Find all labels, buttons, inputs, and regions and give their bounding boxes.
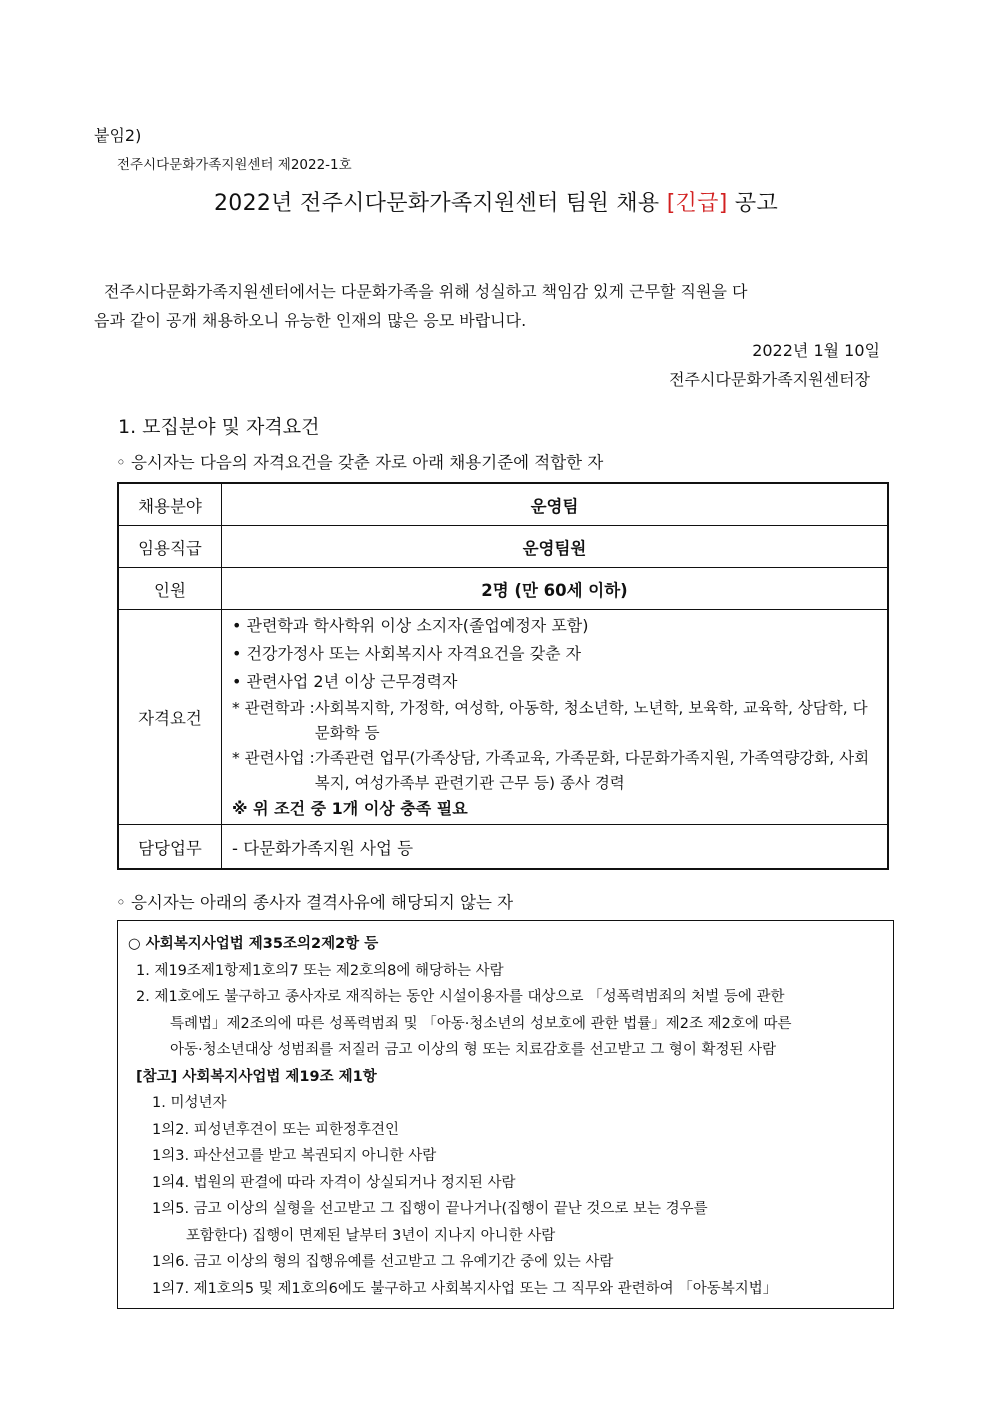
duty-value: - 다문화가족지원 사업 등	[222, 825, 889, 870]
reference-heading: [참고] 사회복지사업법 제19조 제1항	[136, 1068, 377, 1085]
headcount-value: 2명 (만 60세 이하)	[222, 568, 889, 610]
table-row	[118, 825, 888, 870]
related-department	[232, 696, 881, 746]
section-heading-recruitment: 1. 모집분야 및 자격요건	[118, 416, 320, 438]
related-department-key: * 관련학과 :	[232, 699, 315, 717]
table-row	[118, 526, 888, 568]
list-item: 1의3. 파산선고를 받고 복권되지 아니한 사람	[152, 1148, 437, 1164]
disqualification-box	[117, 920, 894, 1309]
qualification-condition: ◦ 응시자는 다음의 자격요건을 갖춘 자로 아래 채용기준에 적합한 자	[116, 453, 604, 472]
title-main: 2022년 전주시다문화가족지원센터 팀원 채용	[213, 191, 660, 216]
urgent-badge: [긴급]	[666, 191, 728, 216]
position-label: 임용직급	[118, 526, 222, 568]
disqualification-condition: ◦ 응시자는 아래의 종사자 결격사유에 해당되지 않는 자	[116, 893, 514, 912]
related-department-value: 사회복지학, 가정학, 여성학, 아동학, 청소년학, 노년학, 보육학, 교육학, 상담학, 다문화학 등	[314, 699, 868, 742]
list-item: 1의5. 금고 이상의 실형을 선고받고 그 집행이 끝나거나(집행이 끝난 것으로 보는 경우를	[152, 1201, 708, 1217]
qualification-bullet: • 건강가정사 또는 사회복지사 자격요건을 갖춘 자	[232, 644, 582, 663]
related-business	[232, 746, 881, 796]
list-item: 1의6. 금고 이상의 형의 집행유예를 선고받고 그 유예기간 중에 있는 사람	[152, 1254, 614, 1270]
list-item: 1의2. 피성년후견이 또는 피한정후견인	[152, 1121, 399, 1138]
issuer-name: 전주시다문화가족지원센터장	[669, 370, 870, 389]
table-row	[118, 483, 888, 526]
qualification-note: ※ 위 조건 중 1개 이상 충족 필요	[232, 799, 468, 818]
list-item: 1의4. 법원의 판결에 따라 자격이 상실되거나 정지된 사람	[152, 1174, 516, 1191]
intro-line-2: 음과 같이 공개 채용하오니 유능한 인재의 많은 응모 바랍니다.	[94, 311, 527, 330]
qualification-value	[222, 610, 889, 825]
field-label: 채용분야	[118, 483, 222, 526]
list-item: 1. 미성년자	[152, 1095, 227, 1111]
attachment-label: 붙임2)	[94, 126, 142, 145]
qualification-bullet: • 관련학과 학사학위 이상 소지자(졸업예정자 포함)	[232, 616, 589, 635]
list-item: 2. 제1호에도 불구하고 종사자로 재직하는 동안 시설이용자를 대상으로 「성폭력범죄의 처벌 등에 관한	[136, 989, 785, 1005]
list-item-continued: 특례법」제2조의에 따른 성폭력범죄 및 「아동·청소년의 성보호에 관한 법률」제2조 제2호에 따른	[170, 1015, 792, 1032]
list-item: 1의7. 제1호의5 및 제1호의6에도 불구하고 사회복지사업 또는 그 직무와 관련하여 「아동복지법」	[152, 1280, 778, 1297]
position-value: 운영팀원	[222, 526, 889, 568]
recruitment-table	[117, 482, 889, 870]
qualification-label: 자격요건	[118, 610, 222, 825]
box-heading: ○ 사회복지사업법 제35조의2제2항 등	[128, 936, 379, 952]
list-item-continued: 아동·청소년대상 성범죄를 저질러 금고 이상의 형 또는 치료감호를 선고받고 그 형이 확정된 사람	[170, 1042, 777, 1058]
headcount-label: 인원	[118, 568, 222, 610]
document-number: 전주시다문화가족지원센터 제2022-1호	[117, 157, 352, 173]
notice-date: 2022년 1월 10일	[752, 341, 880, 360]
intro-line-1: 전주시다문화가족지원센터에서는 다문화가족을 위해 성실하고 책임감 있게 근무할 직원을 다	[104, 282, 748, 301]
related-business-key: * 관련사업 :	[232, 749, 315, 767]
related-business-value: 가족관련 업무(가족상담, 가족교육, 가족문화, 다문화가족지원, 가족역량강화, 사회복지, 여성가족부 관련기관 근무 등) 종사 경력	[314, 749, 870, 792]
qualification-bullet: • 관련사업 2년 이상 근무경력자	[232, 672, 458, 691]
intro-paragraph	[94, 277, 900, 335]
list-item: 1. 제19조제1항제1호의7 또는 제2호의8에 해당하는 사람	[136, 962, 504, 979]
duty-label: 담당업무	[118, 825, 222, 870]
field-value: 운영팀	[222, 483, 889, 526]
table-row	[118, 568, 888, 610]
page-title	[0, 186, 992, 217]
table-row	[118, 610, 888, 825]
title-suffix: 공고	[734, 191, 779, 216]
list-item-continued: 포함한다) 집행이 면제된 날부터 3년이 지나지 아니한 사람	[186, 1227, 556, 1244]
